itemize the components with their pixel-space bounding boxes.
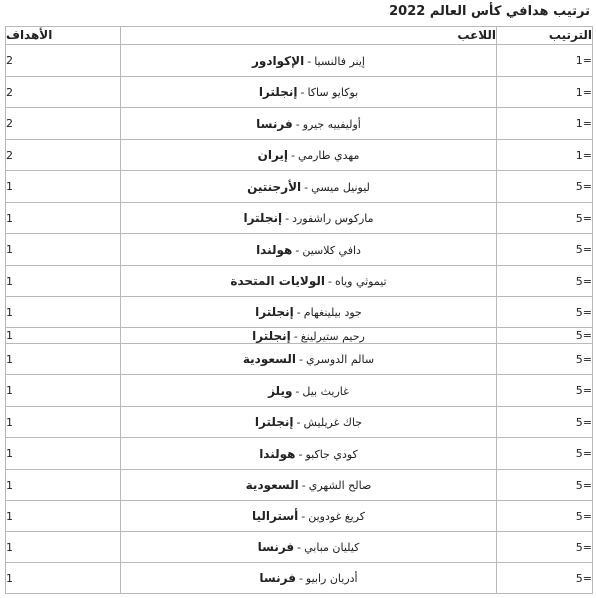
table-row: [6, 297, 593, 328]
player-cell: [121, 375, 497, 407]
country-name: فرنسا: [256, 116, 293, 131]
goals-cell: 2: [6, 77, 121, 108]
table-row: [6, 501, 593, 532]
goals-cell: 1: [6, 532, 121, 563]
rank-cell: =5: [497, 470, 593, 501]
player-cell: [121, 140, 497, 171]
country-name: إنجلترا: [254, 415, 294, 429]
player-cell: [121, 234, 497, 266]
goals-cell: 1: [6, 203, 121, 234]
separator: -: [296, 416, 301, 429]
player-name: مهدي طارمي: [298, 149, 360, 162]
separator: -: [296, 306, 301, 319]
country-name: إنجلترا: [255, 305, 294, 319]
rank-cell: =5: [497, 438, 593, 470]
country-name: فرنسا: [257, 540, 295, 554]
player-name: إينر فالنسيا: [314, 54, 365, 68]
player-cell: [121, 297, 497, 328]
country-name: الإكوادور: [252, 53, 305, 68]
rank-cell: =1: [497, 108, 593, 140]
rank-cell: =5: [497, 234, 593, 266]
player-name: صالح الشهري: [308, 479, 372, 492]
country-name: إيران: [257, 148, 289, 162]
player-name: سالم الدوسري: [305, 353, 375, 366]
separator: -: [291, 149, 296, 162]
separator: -: [300, 86, 305, 99]
rank-cell: =5: [497, 266, 593, 297]
goals-cell: 1: [6, 297, 121, 328]
goals-cell: 1: [6, 501, 121, 532]
rank-cell: =5: [497, 297, 593, 328]
rank-cell: =5: [497, 171, 593, 203]
goals-column-header: الأهداف: [6, 27, 121, 45]
player-name: جاك غريليش: [303, 416, 363, 429]
goals-cell: 1: [6, 266, 121, 297]
table-row: [6, 438, 593, 470]
rank-cell: =5: [497, 375, 593, 407]
goals-cell: 1: [6, 328, 121, 344]
player-cell: [121, 470, 497, 501]
table-row: [6, 108, 593, 140]
table-row: [6, 532, 593, 563]
separator: -: [298, 572, 303, 585]
country-name: أستراليا: [251, 509, 299, 523]
player-cell: [121, 563, 497, 594]
table-header-row: [6, 27, 593, 45]
rank-cell: =1: [497, 77, 593, 108]
rank-cell: =5: [497, 532, 593, 563]
player-cell: [121, 328, 497, 344]
goals-cell: 1: [6, 344, 121, 375]
separator: -: [295, 243, 300, 257]
rank-column-header: الترتيب: [497, 27, 593, 45]
player-cell: [121, 203, 497, 234]
rank-cell: =1: [497, 140, 593, 171]
table-row: [6, 563, 593, 594]
goals-cell: 2: [6, 140, 121, 171]
goals-cell: 2: [6, 108, 121, 140]
goals-cell: 1: [6, 563, 121, 594]
table-row: [6, 328, 593, 344]
separator: -: [295, 384, 300, 398]
separator: -: [293, 329, 298, 343]
player-name: كودي جاكبو: [305, 447, 358, 461]
player-name: رحيم ستيرلينغ: [300, 329, 365, 343]
player-name: أوليفييه جيرو: [302, 117, 361, 131]
player-cell: [121, 501, 497, 532]
player-name: كيليان مبابي: [304, 541, 360, 554]
player-cell: [121, 45, 497, 77]
player-cell: [121, 532, 497, 563]
table-row: [6, 234, 593, 266]
separator: -: [307, 54, 312, 68]
player-cell: [121, 344, 497, 375]
separator: -: [298, 447, 303, 461]
table-row: [6, 203, 593, 234]
table-row: [6, 470, 593, 501]
rank-cell: =5: [497, 563, 593, 594]
table-row: [6, 266, 593, 297]
player-cell: [121, 77, 497, 108]
goals-cell: 1: [6, 470, 121, 501]
player-cell: [121, 266, 497, 297]
rank-cell: =1: [497, 45, 593, 77]
rank-cell: =5: [497, 203, 593, 234]
country-name: إنجلترا: [252, 328, 291, 343]
player-cell: [121, 108, 497, 140]
table-row: [6, 344, 593, 375]
table-row: [6, 77, 593, 108]
player-cell: [121, 171, 497, 203]
separator: -: [301, 510, 306, 523]
country-name: السعودية: [245, 478, 299, 492]
goals-cell: 1: [6, 407, 121, 438]
rank-cell: =5: [497, 344, 593, 375]
player-name: جود بيلينغهام: [303, 306, 362, 319]
player-name: غاريث بيل: [302, 384, 349, 398]
goals-cell: 2: [6, 45, 121, 77]
table-row: [6, 375, 593, 407]
separator: -: [327, 275, 332, 288]
table-row: [6, 45, 593, 77]
separator: -: [295, 117, 300, 131]
table-row: [6, 407, 593, 438]
separator: -: [297, 541, 302, 554]
player-name: كريغ غودوين: [308, 510, 366, 523]
player-name: تيموثي وياه: [334, 275, 387, 288]
player-column-header: اللاعب: [121, 27, 497, 45]
country-name: الأرجنتين: [247, 179, 302, 194]
rank-cell: =5: [497, 407, 593, 438]
player-cell: [121, 438, 497, 470]
goals-cell: 1: [6, 171, 121, 203]
goals-cell: 1: [6, 234, 121, 266]
table-row: [6, 140, 593, 171]
player-name: ماركوس راشفورد: [292, 212, 374, 225]
country-name: إنجلترا: [243, 211, 283, 225]
separator: -: [301, 479, 306, 492]
separator: -: [298, 353, 303, 366]
player-name: أدريان رابيو: [305, 572, 358, 585]
separator: -: [304, 180, 309, 194]
country-name: هولندا: [259, 446, 296, 461]
country-name: الولايات المتحدة: [230, 274, 325, 288]
country-name: هولندا: [256, 242, 293, 257]
country-name: السعودية: [242, 352, 296, 366]
page-title: ترتيب هدافي كأس العالم 2022: [389, 4, 590, 19]
table-row: [6, 171, 593, 203]
separator: -: [285, 212, 290, 225]
country-name: فرنسا: [259, 571, 296, 585]
player-name: دافي كلاسين: [302, 243, 361, 257]
player-name: ليونيل ميسي: [311, 180, 370, 194]
player-cell: [121, 407, 497, 438]
table-body: [6, 45, 593, 594]
top-scorers-table: [5, 26, 593, 594]
player-name: بوكايو ساكا: [307, 86, 359, 99]
country-name: ويلز: [268, 383, 293, 398]
goals-cell: 1: [6, 375, 121, 407]
rank-cell: =5: [497, 328, 593, 344]
country-name: إنجلترا: [258, 85, 298, 99]
rank-cell: =5: [497, 501, 593, 532]
goals-cell: 1: [6, 438, 121, 470]
